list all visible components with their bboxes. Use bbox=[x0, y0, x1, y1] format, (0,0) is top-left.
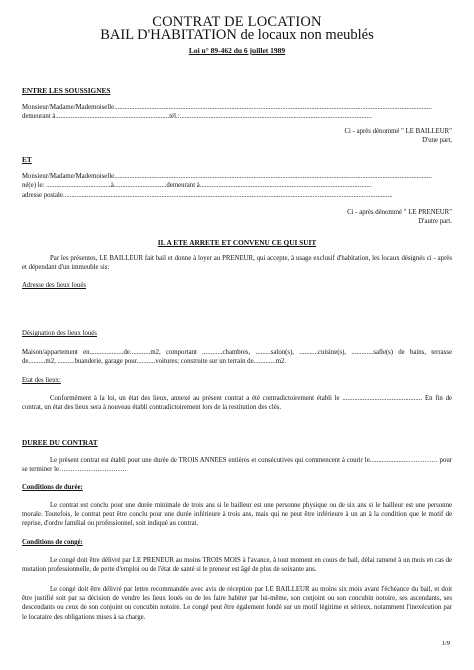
law-reference: Loi n° 89-462 du 6 juillet 1989 bbox=[188, 46, 286, 55]
designation-label: Désignation des lieux loués bbox=[22, 330, 97, 337]
etat-label: Etat des lieux: bbox=[22, 377, 61, 384]
preneur-postal-line: adresse postale.................................................................................................................................................................................................. bbox=[22, 192, 393, 199]
page-number: 1/9 bbox=[441, 640, 450, 647]
section-arrete-heading: IL A ETE ARRETE ET CONVENU CE QUI SUIT bbox=[157, 238, 317, 247]
bailleur-designation: Ci - après dénommé " LE BAILLEUR" bbox=[344, 128, 452, 135]
contract-subtitle: BAIL D'HABITATION de locaux non meublés bbox=[100, 27, 374, 43]
etat-paragraph: Conformément à la loi, un état des lieux, annexé au présent contrat a été contradictoirement établi le ............................................... En fin de contrat, un état des lieux sera à nouveau établi contradictoirement lors de la restitution des clés. bbox=[22, 395, 452, 412]
intro-paragraph: Par les présentes, LE BAILLEUR fait bail et donne à loyer au PRENEUR, qui accepte, à usage exclusif d'habitation, les locaux désignés ci - après et dépendant d'un immeuble sis: bbox=[22, 255, 452, 272]
cond-conge-paragraph-1: Le congé doit être délivré par LE PRENEUR au moins TROIS MOIS à l'avance, à tout moment en cours de bail, délai ramené à un mois en cas de mutation professionnelle, de perte d'emploi ou de l'état de santé si le preneur est âgé de plus de soixante ans. bbox=[22, 557, 452, 574]
contract-title: CONTRAT DE LOCATION bbox=[152, 14, 322, 30]
cond-duree-paragraph: Le contrat est conclu pour une durée minimale de trois ans si le bailleur est une personne physique ou de six ans si le bailleur est une personne morale. Toutefois, le contrat peut être conclu pour une durée inférieure à trois ans, mais qui ne peut être inférieure à un an à la condition que le motif de reprise, d'ordre familial ou professionnel, soit indiqué au contrat. bbox=[22, 502, 452, 528]
adresse-label: Adresse des lieux loués bbox=[22, 282, 86, 289]
preneur-name-line: Monsieur/Madame/Mademoiselle........................................................................................................................................................................................... bbox=[22, 173, 432, 180]
designation-paragraph: Maison/appartement en....................de............m2, comportant ............chambres, .........salon(s), ...........cuisine(s), .............salle(s) de bains, terrasse de..........m2, ..........buanderie, garage pour...........voitures; construite sur un terrain de.............m2. bbox=[22, 349, 452, 366]
cond-conge-paragraph-2: Le congé doit être délivré par lettre recommandée avec avis de réception par LE BAILLEUR au moins six mois avant l'échéance du bail, et doit être justifié soit par sa décision de vendre les lieux loués ou de les faire habiter par lui-même, son conjoint ou son concubin notoire, ses ascendants, ses descendants ou ceux de son conjoint ou concubin notoire. Le congé peut être également fondé sur un motif légitime et sérieux, notamment l'inexécution par le locataire des obligations mises à sa charge. bbox=[22, 586, 452, 621]
bailleur-address-line: demeurant à...................................................................tél.:................................................................................................................. bbox=[22, 113, 372, 120]
cond-duree-label: Conditions de durée: bbox=[22, 484, 83, 491]
cond-conge-label: Conditions de congé: bbox=[22, 539, 83, 546]
et-heading: ET bbox=[22, 155, 32, 164]
preneur-birth-line: né(e) le: ......................................à...............................demeurant à..................................................................................................... bbox=[22, 182, 372, 189]
duree-heading: DUREE DU CONTRAT bbox=[22, 438, 98, 447]
duree-paragraph: Le présent contrat est établi pour une durée de TROIS ANNEES entières et consécutives qui commencent à courir le.......................…………. pour se terminer le………………………… bbox=[22, 457, 452, 474]
preneur-part: D'autre part. bbox=[418, 218, 452, 225]
bailleur-part: D'une part, bbox=[422, 137, 452, 144]
parties-heading: ENTRE LES SOUSSIGNES bbox=[22, 86, 111, 95]
preneur-designation: Ci - après dénommé " LE PRENEUR" bbox=[347, 209, 452, 216]
bailleur-name-line: Monsieur/Madame/Mademoiselle........................................................................................................................................................................................... bbox=[22, 104, 432, 111]
